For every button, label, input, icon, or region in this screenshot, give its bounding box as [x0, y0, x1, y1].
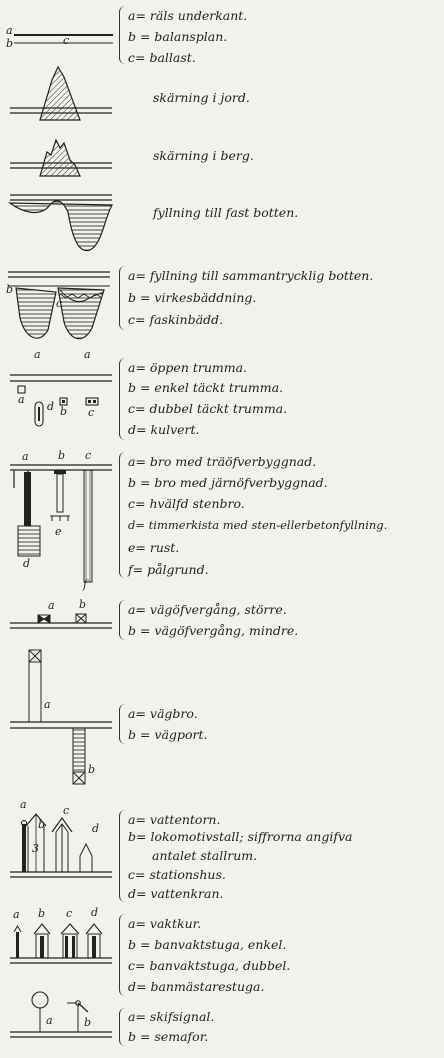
fig-cottage-label-c: c — [66, 907, 73, 920]
fig-building-label-b: b — [38, 818, 46, 831]
brace-fill-soft — [119, 266, 125, 330]
cottage-a-text: a= vaktkur. — [128, 916, 202, 931]
fig-rail-label-b: b — [6, 37, 14, 50]
crossing-b-text: b = vägöfvergång, mindre. — [128, 623, 299, 638]
brace-signals — [119, 1008, 125, 1046]
brace-rail — [119, 6, 125, 64]
fig-bridge-label-b: b — [58, 449, 66, 462]
culvert-b-text: b = enkel täckt trumma. — [128, 380, 284, 395]
fig-culvert-label-a: a — [18, 393, 25, 406]
building-a-text: a= vattentorn. — [128, 812, 221, 827]
fill-firm-text: fyllning till fast botten. — [153, 205, 299, 220]
culvert-d-text: d= kulvert. — [128, 422, 200, 437]
brace-bridges — [119, 452, 125, 578]
cut-rock-symbol — [10, 140, 112, 176]
fig-fill-label-a1: a — [34, 348, 41, 361]
fig-fill-label-a2: a — [84, 348, 91, 361]
fig-building-label-a: a — [20, 798, 27, 811]
fill-soft-a-text: a= fyllning till sammantrycklig botten. — [128, 268, 374, 283]
fig-building-label-c: c — [63, 804, 70, 817]
signal-a-text: a= skifsignal. — [128, 1009, 215, 1024]
fig-road-label-b: b — [88, 763, 96, 776]
fig-culvert-label-c: c — [88, 406, 95, 419]
road-b-text: b = vägport. — [128, 727, 208, 742]
brace-buildings — [119, 810, 125, 902]
cottage-symbols — [10, 924, 112, 963]
fig-culvert-label-d: d — [47, 400, 55, 413]
road-crossing-symbols — [10, 614, 112, 628]
fill-soft-b-text: b = virkesbäddning. — [128, 290, 257, 305]
fig-bridge-label-f: f — [83, 578, 88, 591]
fig-crossing-label-a: a — [48, 599, 55, 612]
fig-bridge-label-c: c — [85, 449, 92, 462]
culvert-symbols — [10, 375, 112, 426]
fig-building-label-d: d — [92, 822, 100, 835]
cut-rock-text: skärning i berg. — [153, 148, 254, 163]
fig-rail-label-c: c — [63, 34, 70, 47]
fig-crossing-label-b: b — [79, 598, 87, 611]
brace-crossings — [119, 600, 125, 640]
cut-earth-text: skärning i jord. — [153, 90, 250, 105]
cut-earth-symbol — [10, 67, 112, 120]
brace-cottages — [119, 914, 125, 996]
bridge-e-text: e= rust. — [128, 540, 180, 555]
fig-fill-label-c: c — [56, 297, 63, 310]
culvert-a-text: a= öppen trumma. — [128, 360, 248, 375]
fig-road-label-a: a — [44, 698, 51, 711]
fig-culvert-label-b: b — [60, 405, 68, 418]
bridge-f-text: f= pålgrund. — [128, 562, 209, 577]
fill-soft-c-text: c= faskinbädd. — [128, 312, 223, 327]
signal-symbols — [10, 992, 112, 1037]
fig-signal-label-a: a — [46, 1014, 53, 1027]
fig-cottage-label-a: a — [13, 908, 20, 921]
road-bridge-symbols — [10, 650, 112, 784]
bridge-a-text: a= bro med träöfverbyggnad. — [128, 454, 317, 469]
building-d-text: d= vattenkran. — [128, 886, 224, 901]
cottage-b-text: b = banvaktstuga, enkel. — [128, 937, 287, 952]
building-b-cont-text: antalet stallrum. — [152, 848, 258, 863]
cottage-d-text: d= banmästarestuga. — [128, 979, 265, 994]
building-b-text: b= lokomotivstall; siffrorna angifva — [128, 829, 353, 844]
fig-cottage-label-d: d — [91, 906, 99, 919]
fig-building-label-3: 3 — [32, 842, 39, 855]
culvert-c-text: c= dubbel täckt trumma. — [128, 401, 288, 416]
bridge-c-text: c= hvälfd stenbro. — [128, 496, 245, 511]
road-a-text: a= vägbro. — [128, 706, 198, 721]
bridge-b-text: b = bro med järnöfverbyggnad. — [128, 475, 328, 490]
brace-road — [119, 704, 125, 744]
cottage-c-text: c= banvaktstuga, dubbel. — [128, 958, 291, 973]
fig-signal-label-b: b — [84, 1016, 92, 1029]
building-c-text: c= stationshus. — [128, 867, 226, 882]
fig-fill-label-b: b — [6, 283, 14, 296]
crossing-a-text: a= vägöfvergång, större. — [128, 602, 287, 617]
rail-c-text: c= ballast. — [128, 50, 196, 65]
bridge-d-text: d= timmerkista med sten-ellerbetonfyllning. — [128, 518, 388, 532]
fig-cottage-label-b: b — [38, 907, 46, 920]
rail-b-text: b = balansplan. — [128, 29, 228, 44]
fig-rail-label-a: a — [6, 24, 13, 37]
fig-bridge-label-d: d — [23, 557, 31, 570]
fig-bridge-label-a: a — [22, 450, 29, 463]
rail-a-text: a= räls underkant. — [128, 8, 248, 23]
brace-culverts — [119, 358, 125, 440]
fig-bridge-label-e: e — [55, 525, 62, 538]
fill-firm-bottom-symbol — [10, 195, 112, 251]
signal-b-text: b = semafor. — [128, 1029, 209, 1044]
